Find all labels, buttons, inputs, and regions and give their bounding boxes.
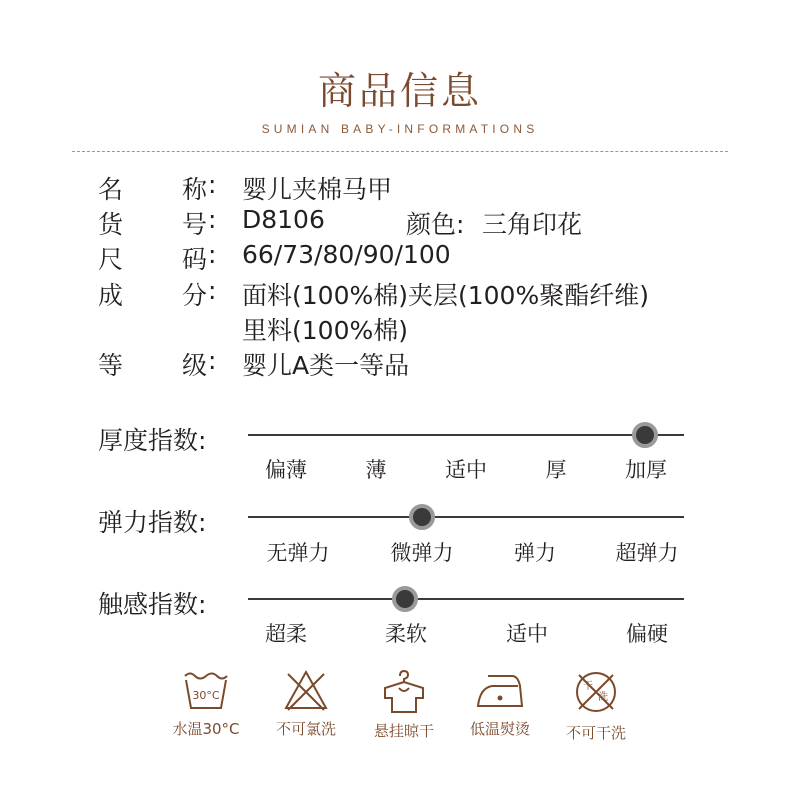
care-hang [349, 668, 459, 741]
elasticity-tick: 无弹力 [266, 541, 330, 565]
touch-scale-track [248, 598, 684, 600]
elasticity-tick: 超弹力 [615, 541, 679, 565]
elasticity-tick: 弹力 [514, 541, 556, 565]
hang-dry-icon [379, 668, 429, 714]
page-subtitle: SUMIAN BABY-INFORMATIONS [261, 122, 539, 136]
wash-icon-text: 30°C [192, 689, 220, 702]
info-key: 分 [182, 281, 208, 310]
care-label-dryclean: 不可干洗 [565, 724, 626, 742]
thickness-tick: 偏薄 [265, 458, 307, 482]
touch-tick: 偏硬 [626, 622, 668, 646]
thickness-tick: 薄 [365, 458, 387, 482]
info-key: 号 [182, 210, 208, 239]
info-colon: : [208, 240, 217, 269]
info-value-material-2: 里料(100%棉) [242, 316, 408, 345]
touch-scale-knob [392, 586, 418, 612]
info-value-material: 面料(100%棉)夹层(100%聚酯纤维) [242, 281, 649, 310]
touch-scale-label: 触感指数: [98, 590, 207, 619]
info-value-size: 66/73/80/90/100 [242, 240, 451, 269]
touch-tick: 柔软 [385, 622, 427, 646]
care-label-bleach: 不可氯洗 [275, 720, 336, 738]
info-colon: : [208, 170, 217, 199]
care-dryclean [541, 668, 651, 743]
care-bleach [251, 668, 361, 739]
no-dry-clean-icon [572, 668, 620, 716]
elasticity-scale-knob [409, 504, 435, 530]
info-key: 货 [98, 210, 124, 239]
info-key: 码 [182, 245, 208, 274]
elasticity-tick: 微弹力 [390, 541, 454, 565]
info-color-label: 颜色: [406, 210, 465, 239]
info-colon: : [208, 205, 217, 234]
care-label-wash: 水温30°C [172, 720, 240, 738]
info-key: 名 [98, 175, 124, 204]
elasticity-scale-label: 弹力指数: [98, 508, 207, 537]
dryclean-icon-text-2: 洗 [598, 692, 608, 703]
thickness-tick: 加厚 [625, 458, 667, 482]
info-key: 等 [98, 351, 124, 380]
info-colon: : [208, 276, 217, 305]
wash-30-icon [182, 668, 230, 712]
thickness-scale-knob [632, 422, 658, 448]
thickness-scale-label: 厚度指数: [98, 426, 207, 455]
info-colon: : [208, 346, 217, 375]
info-value-grade: 婴儿A类一等品 [242, 351, 410, 380]
info-key: 级 [182, 351, 208, 380]
care-label-hang: 悬挂晾干 [373, 722, 434, 740]
care-label-iron: 低温熨烫 [469, 720, 530, 738]
no-bleach-icon [282, 668, 330, 712]
care-iron [445, 668, 555, 739]
info-value-name: 婴儿夹棉马甲 [242, 175, 393, 204]
thickness-scale-track [248, 434, 684, 436]
page-title: 商品信息 [317, 69, 482, 113]
info-key: 成 [98, 281, 124, 310]
info-key: 尺 [98, 245, 124, 274]
info-key: 称 [182, 175, 208, 204]
care-wash [151, 668, 261, 739]
elasticity-scale-track [248, 516, 684, 518]
touch-tick: 超柔 [265, 622, 307, 646]
touch-tick: 适中 [506, 622, 548, 646]
thickness-tick: 适中 [445, 458, 487, 482]
thickness-tick: 厚 [545, 458, 567, 482]
info-value-code: D8106 [242, 205, 325, 234]
divider [72, 151, 728, 152]
low-iron-icon [474, 668, 526, 712]
info-color-value: 三角印花 [482, 210, 583, 239]
dryclean-icon-text-1: 干 [583, 681, 593, 692]
